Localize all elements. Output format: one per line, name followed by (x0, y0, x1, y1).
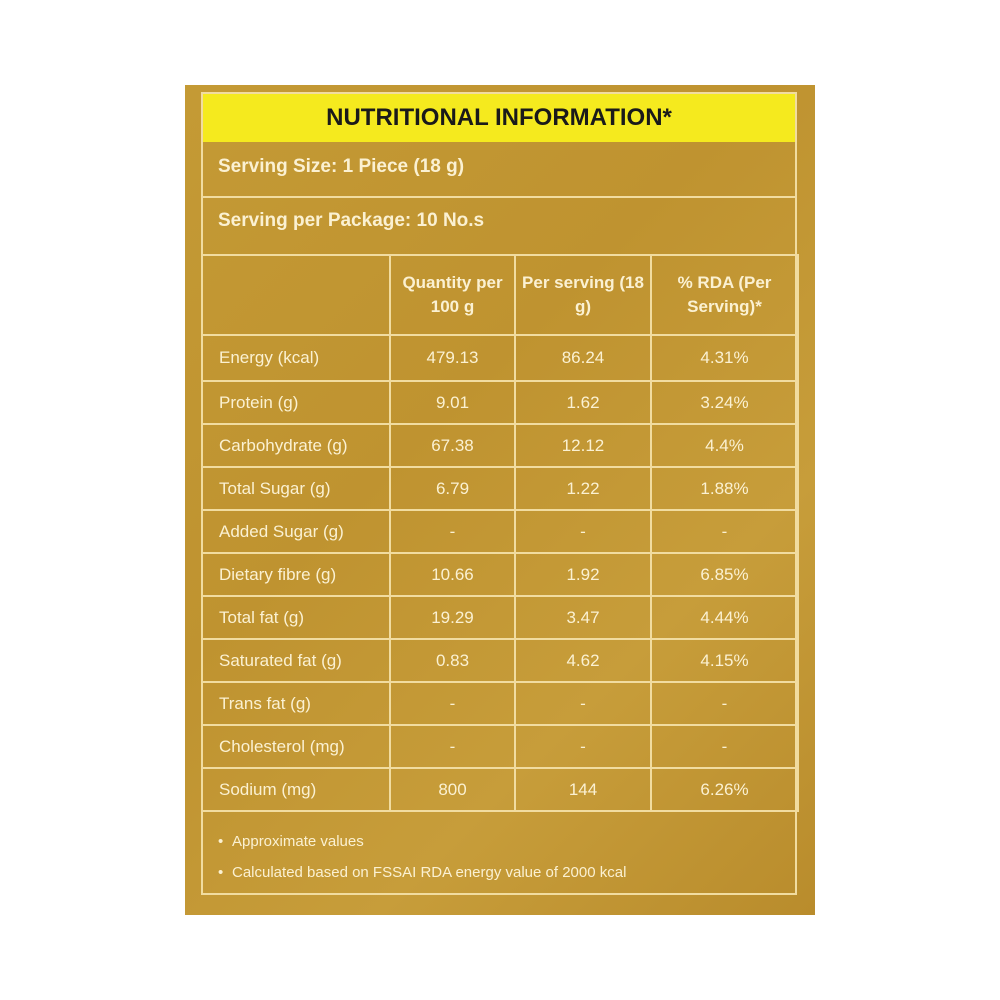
table-row (202, 682, 798, 725)
per-100g-value: 6.79 (390, 467, 515, 510)
per-serving-value: 4.62 (515, 639, 651, 682)
rda-value: - (651, 682, 798, 725)
rda-value: 6.26% (651, 768, 798, 811)
nutrient-name: Dietary fibre (g) (202, 553, 390, 596)
nutrient-name: Energy (kcal) (202, 335, 390, 381)
nutrition-table (201, 254, 799, 812)
per-serving-value: 144 (515, 768, 651, 811)
nutrient-name: Trans fat (g) (202, 682, 390, 725)
nutrient-name: Sodium (mg) (202, 768, 390, 811)
per-serving-value: - (515, 682, 651, 725)
header-rda: % RDA (Per Serving)* (651, 255, 798, 335)
table-row (202, 725, 798, 768)
table-row (202, 381, 798, 424)
footnotes (218, 826, 626, 888)
header-per-serving: Per serving (18 g) (515, 255, 651, 335)
per-100g-value: - (390, 510, 515, 553)
per-serving-value: 3.47 (515, 596, 651, 639)
bullet-icon: • (218, 864, 224, 881)
per-serving-value: 1.92 (515, 553, 651, 596)
footnote-text: Approximate values (232, 833, 364, 850)
rda-value: 4.15% (651, 639, 798, 682)
nutrient-name: Total fat (g) (202, 596, 390, 639)
panel-title: NUTRITIONAL INFORMATION* (203, 94, 795, 142)
rda-value: 3.24% (651, 381, 798, 424)
rda-value: - (651, 725, 798, 768)
footnote-text: Calculated based on FSSAI RDA energy value of 2000 kcal (232, 864, 627, 881)
servings-per-package: Serving per Package: 10 No.s (218, 210, 485, 231)
per-100g-value: 0.83 (390, 639, 515, 682)
divider (201, 196, 797, 198)
table-header-row (202, 255, 798, 335)
rda-value: 6.85% (651, 553, 798, 596)
per-serving-value: 12.12 (515, 424, 651, 467)
nutrient-name: Cholesterol (mg) (202, 725, 390, 768)
table-row (202, 335, 798, 381)
nutrient-name: Total Sugar (g) (202, 467, 390, 510)
per-100g-value: 19.29 (390, 596, 515, 639)
rda-value: 4.4% (651, 424, 798, 467)
per-100g-value: 67.38 (390, 424, 515, 467)
table-row (202, 467, 798, 510)
table-row (202, 768, 798, 811)
rda-value: 4.31% (651, 335, 798, 381)
per-serving-value: 86.24 (515, 335, 651, 381)
per-serving-value: 1.22 (515, 467, 651, 510)
rda-value: - (651, 510, 798, 553)
per-serving-value: - (515, 725, 651, 768)
footnote (218, 826, 626, 857)
per-serving-value: 1.62 (515, 381, 651, 424)
per-serving-value: - (515, 510, 651, 553)
rda-value: 1.88% (651, 467, 798, 510)
per-100g-value: - (390, 682, 515, 725)
rda-value: 4.44% (651, 596, 798, 639)
serving-size: Serving Size: 1 Piece (18 g) (218, 156, 465, 177)
footnote (218, 857, 626, 888)
per-100g-value: 479.13 (390, 335, 515, 381)
table-row (202, 424, 798, 467)
table-row (202, 553, 798, 596)
header-nutrient (202, 255, 390, 335)
table-row (202, 596, 798, 639)
table-row (202, 639, 798, 682)
table-row (202, 510, 798, 553)
per-100g-value: 9.01 (390, 381, 515, 424)
nutrient-name: Protein (g) (202, 381, 390, 424)
nutrient-name: Saturated fat (g) (202, 639, 390, 682)
per-100g-value: 10.66 (390, 553, 515, 596)
nutrient-name: Carbohydrate (g) (202, 424, 390, 467)
per-100g-value: - (390, 725, 515, 768)
header-quantity-per-100g: Quantity per 100 g (390, 255, 515, 335)
bullet-icon: • (218, 833, 224, 850)
per-100g-value: 800 (390, 768, 515, 811)
nutrient-name: Added Sugar (g) (202, 510, 390, 553)
